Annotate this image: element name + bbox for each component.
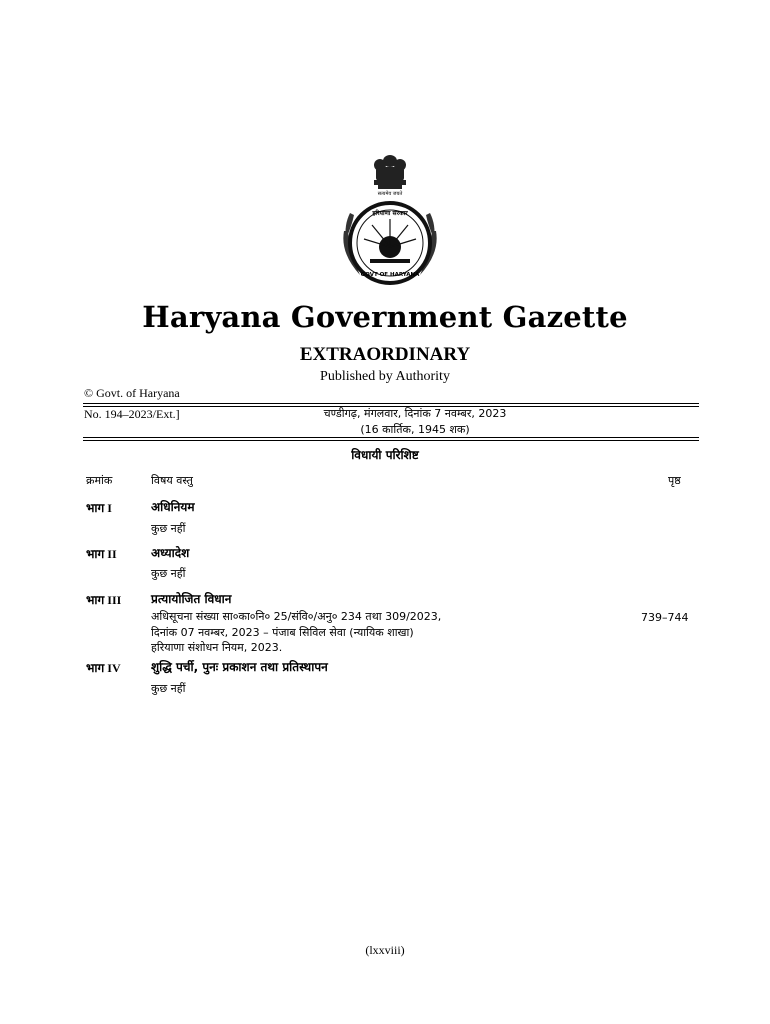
part-2-title: अध्यादेश [151, 546, 190, 560]
haryana-government-emblem-icon [330, 153, 450, 291]
emblem-ring-text: हरियाणा सरकार [372, 210, 408, 217]
part-1-line: कुछ नहीं [151, 522, 186, 535]
part-1-label: भाग I [86, 501, 112, 515]
part-3-line-3: हरियाणा संशोधन नियम, 2023. [151, 641, 283, 654]
emblem-motto: सत्यमेव जयते [377, 191, 403, 197]
part-1-title: अधिनियम [151, 500, 195, 514]
gazette-title: Haryana Government Gazette [142, 300, 628, 334]
published-by-authority: Published by Authority [320, 369, 450, 384]
issue-number: No. 194–2023/Ext.] [84, 407, 180, 421]
part-3-title: प्रत्यायोजित विधान [151, 592, 232, 606]
part-3-line-2: दिनांक 07 नवम्बर, 2023 – पंजाब सिविल सेवा (न्यायिक शाखा) [151, 626, 414, 639]
emblem-govt-text: GOVT OF HARYANA [360, 272, 420, 278]
column-header-page: पृष्ठ [668, 474, 681, 487]
part-4-label: भाग IV [86, 661, 121, 675]
divider-bottom-inner [83, 440, 699, 441]
divider-bottom [83, 437, 699, 438]
column-header-subject: विषय वस्तु [151, 474, 193, 487]
part-3-label: भाग III [86, 593, 122, 607]
part-3-page-ref: 739–744 [641, 611, 689, 624]
gazette-subtitle: EXTRAORDINARY [299, 344, 471, 365]
part-3-line-1: अधिसूचना संख्या सा०का०नि० 25/संवि०/अनु० 234 तथा 309/2023, [151, 610, 442, 623]
part-2-label: भाग II [86, 547, 117, 561]
contents-title: विधायी परिशिष्ट [351, 448, 419, 462]
column-header-serial: क्रमांक [86, 474, 113, 487]
part-2-line: कुछ नहीं [151, 567, 186, 580]
divider-top [83, 403, 699, 404]
issue-date-saka: (16 कार्तिक, 1945 शक) [360, 423, 470, 436]
issue-date: चण्डीगढ़, मंगलवार, दिनांक 7 नवम्बर, 2023 [323, 407, 507, 420]
copyright-notice: © Govt. of Haryana [84, 386, 180, 400]
part-4-line: कुछ नहीं [151, 682, 186, 695]
page-number: (lxxviii) [365, 943, 405, 957]
part-4-title: शुद्धि पर्ची, पुनः प्रकाशन तथा प्रतिस्थापन [151, 660, 328, 674]
